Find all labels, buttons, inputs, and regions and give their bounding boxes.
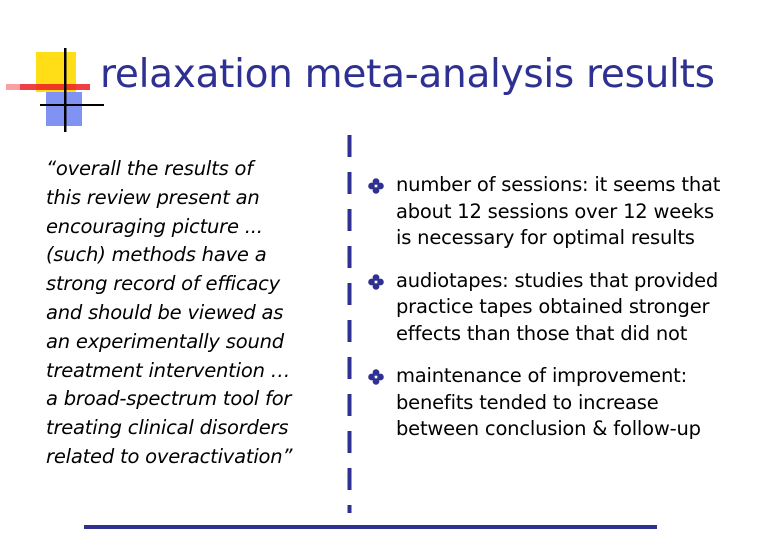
quote-line: related to overactivation”: [46, 444, 293, 468]
bottom-rule: [84, 525, 657, 529]
bullet-list: [368, 172, 768, 443]
diamond-bullet-icon: [368, 178, 384, 194]
bullet-line: number of sessions: it seems that: [396, 173, 721, 196]
bullet-line: is necessary for optimal results: [396, 226, 695, 249]
quote-line: and should be viewed as: [46, 300, 284, 324]
vertical-divider: [347, 135, 352, 513]
bullet-item-maintenance: [368, 363, 768, 443]
bullet-line: practice tapes obtained stronger: [396, 295, 710, 318]
quote-line: “overall the results of: [46, 157, 253, 180]
bullet-line: audiotapes: studies that provided: [396, 268, 719, 292]
bullet-line: effects than those that did not: [396, 321, 688, 345]
diamond-bullet-icon: [368, 369, 384, 385]
quote-line: strong record of efficacy: [46, 272, 281, 296]
diamond-bullet-icon: [368, 274, 384, 290]
bullet-item-sessions: [368, 172, 768, 252]
quote-block: [46, 155, 331, 472]
bullet-line: benefits tended to increase: [396, 390, 659, 414]
quote-line: an experimentally sound: [46, 329, 284, 353]
quote-line: treating clinical disorders: [46, 416, 289, 440]
quote-line: (such) methods have a: [46, 243, 267, 267]
corner-logo-icon: [0, 0, 110, 140]
quote-line: encouraging picture ...: [46, 214, 263, 238]
bullet-line: maintenance of improvement:: [396, 364, 687, 387]
quote-line: a broad-spectrum tool for: [46, 387, 292, 411]
bullet-item-audiotapes: [368, 268, 768, 348]
bullet-line: between conclusion & follow-up: [396, 417, 701, 440]
quote-line: this review present an: [46, 185, 260, 209]
bullet-line: about 12 sessions over 12 weeks: [396, 199, 714, 223]
quote-line: treatment intervention …: [46, 358, 291, 382]
slide-title: relaxation meta-analysis results: [100, 52, 715, 97]
